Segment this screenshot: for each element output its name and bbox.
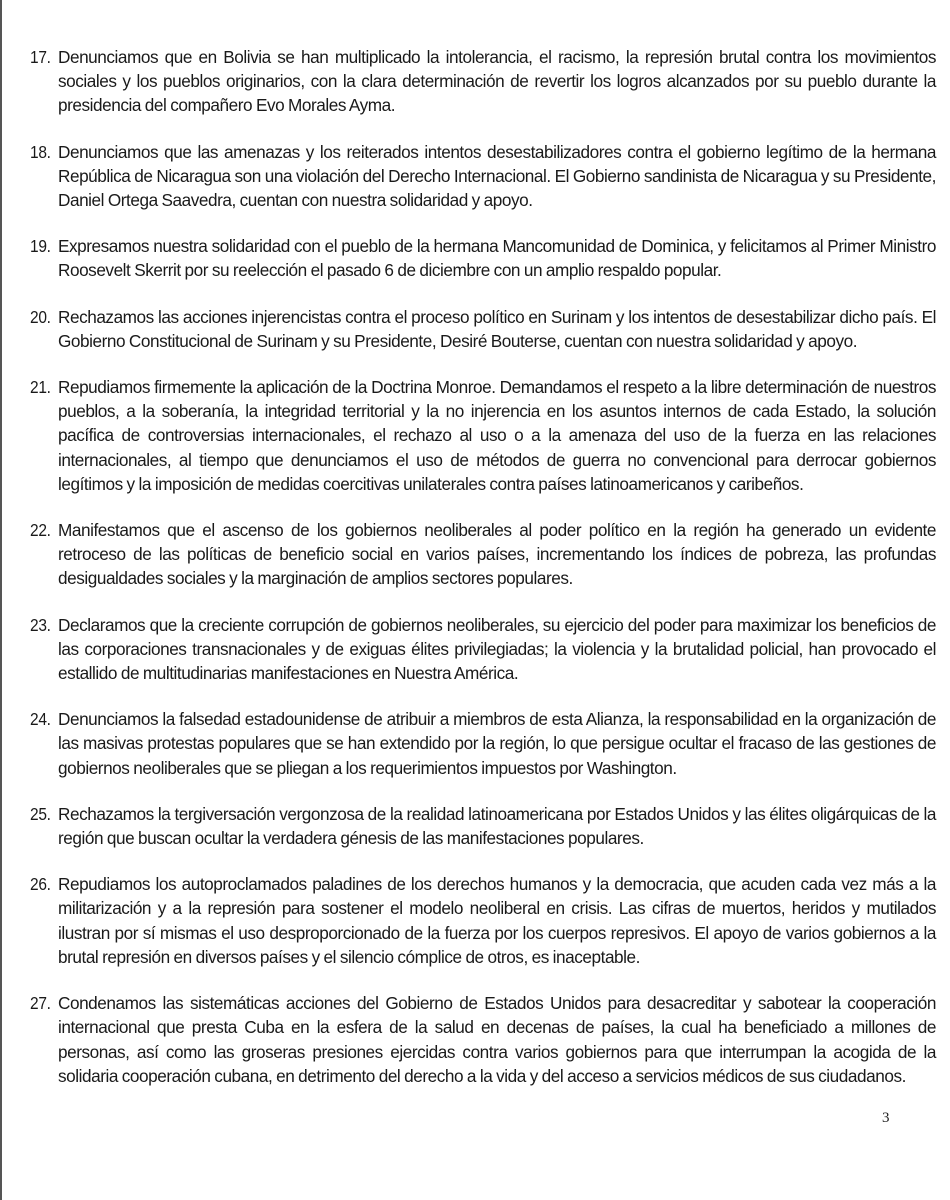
paragraph-number: 25. [30, 803, 51, 824]
numbered-paragraph-22 [30, 518, 936, 591]
paragraph-text: Rechazamos las acciones injerencistas contra el proceso político en Surinam y los intentos de desestabilizar dicho país. El Gobierno Constitucional de Surinam y su Presidente, Desiré Bouterse, cuentan con nuestra solidaridad y apoyo. [58, 306, 936, 351]
paragraph-number: 22. [30, 520, 51, 541]
document-page [30, 45, 936, 1110]
paragraph-text: Denunciamos que las amenazas y los reiterados intentos desestabilizadores contra el gobierno legítimo de la hermana República de Nicaragua son una violación del Derecho Internacional. El Gobierno sandinista de Nicaragua y su Presidente, Daniel Ortega Saavedra, cuentan con nuestra solidaridad y apoyo. [58, 141, 936, 211]
numbered-paragraph-17 [30, 45, 936, 118]
paragraph-number: 20. [30, 306, 51, 327]
page-edge-border [0, 0, 2, 1200]
paragraph-text: Repudiamos los autoproclamados paladines de los derechos humanos y la democracia, que acuden cada vez más a la militarización y a la represión para sostener el modelo neoliberal en crisis. Las cifras de muertos, heridos y mutilados ilustran por sí mismas el uso desproporcionado de la fuerza por los cuerpos represivos. El apoyo de varios gobiernos a la brutal represión en diversos países y el silencio cómplice de otros, es inaceptable. [58, 874, 936, 967]
paragraph-number: 17. [30, 47, 51, 67]
numbered-paragraph-23 [30, 613, 936, 686]
page-number: 3 [882, 1110, 890, 1126]
paragraph-text: Denunciamos la falsedad estadounidense de atribuir a miembros de esta Alianza, la responsabilidad en la organización de las masivas protestas populares que se han extendido por la región, lo que persigue ocultar el fracaso de las gestiones de gobiernos neoliberales que se pliegan a los requerimientos impuestos por Washington. [58, 709, 936, 778]
paragraph-text: Denunciamos que en Bolivia se han multiplicado la intolerancia, el racismo, la represión brutal contra los movimientos sociales y los pueblos originarios, con la clara determinación de revertir los logros alcanzados por su pueblo durante la presidencia del compañero Evo Morales Ayma. [58, 47, 936, 116]
numbered-paragraph-26 [30, 872, 936, 969]
numbered-paragraph-18 [30, 140, 936, 213]
paragraph-text: Expresamos nuestra solidaridad con el pueblo de la hermana Mancomunidad de Dominica, y felicitamos al Primer Ministro Roosevelt Skerrit por su reelección el pasado 6 de diciembre con un amplio respaldo popular. [58, 236, 936, 281]
paragraph-number: 23. [30, 614, 51, 635]
numbered-paragraph-25 [30, 802, 936, 850]
paragraph-number: 21. [30, 377, 51, 398]
paragraph-text: Rechazamos la tergiversación vergonzosa de la realidad latinoamericana por Estados Unidos y las élites oligárquicas de la región que buscan ocultar la verdadera génesis de las manifestaciones populares. [58, 803, 936, 849]
numbered-paragraph-20 [30, 305, 936, 353]
paragraph-number: 26. [30, 874, 51, 895]
numbered-paragraph-21 [30, 375, 936, 496]
paragraph-number: 27. [30, 993, 51, 1014]
numbered-paragraph-27 [30, 991, 936, 1088]
paragraph-number: 24. [30, 709, 51, 730]
paragraph-text: Declaramos que la creciente corrupción de gobiernos neoliberales, su ejercicio del poder para maximizar los beneficios de las corporaciones transnacionales y de exiguas élites privilegiadas; la violencia y la brutalidad policial, han provocado el estallido de multitudinarias manifestaciones en Nuestra América. [58, 614, 936, 684]
paragraph-text: Condenamos las sistemáticas acciones del Gobierno de Estados Unidos para desacreditar y sabotear la cooperación internacional que presta Cuba en la esfera de la salud en decenas de países, la cual ha beneficiado a millones de personas, así como las groseras presiones ejercidas contra varios gobiernos para que interrumpan la acogida de la solidaria cooperación cubana, en detrimento del derecho a la vida y del acceso a servicios médicos de sus ciudadanos. [58, 993, 936, 1086]
paragraph-number: 18. [30, 141, 51, 162]
paragraph-text: Manifestamos que el ascenso de los gobiernos neoliberales al poder político en la región ha generado un evidente retroceso de las políticas de beneficio social en varios países, incrementando los índices de pobreza, las profundas desigualdades sociales y la marginación de amplios sectores populares. [58, 520, 936, 589]
paragraph-number: 19. [30, 236, 51, 257]
paragraph-text: Repudiamos firmemente la aplicación de la Doctrina Monroe. Demandamos el respeto a la libre determinación de nuestros pueblos, a la soberanía, la integridad territorial y la no injerencia en los asuntos internos de cada Estado, la solución pacífica de controversias internacionales, el rechazo al uso o a la amenaza del uso de la fuerza en las relaciones internacionales, al tiempo que denunciamos el uso de métodos de guerra no convencional para derrocar gobiernos legítimos y la imposición de medidas coercitivas unilaterales contra países latinoamericanos y caribeños. [58, 377, 936, 494]
numbered-paragraph-19 [30, 234, 936, 282]
numbered-paragraph-24 [30, 707, 936, 780]
